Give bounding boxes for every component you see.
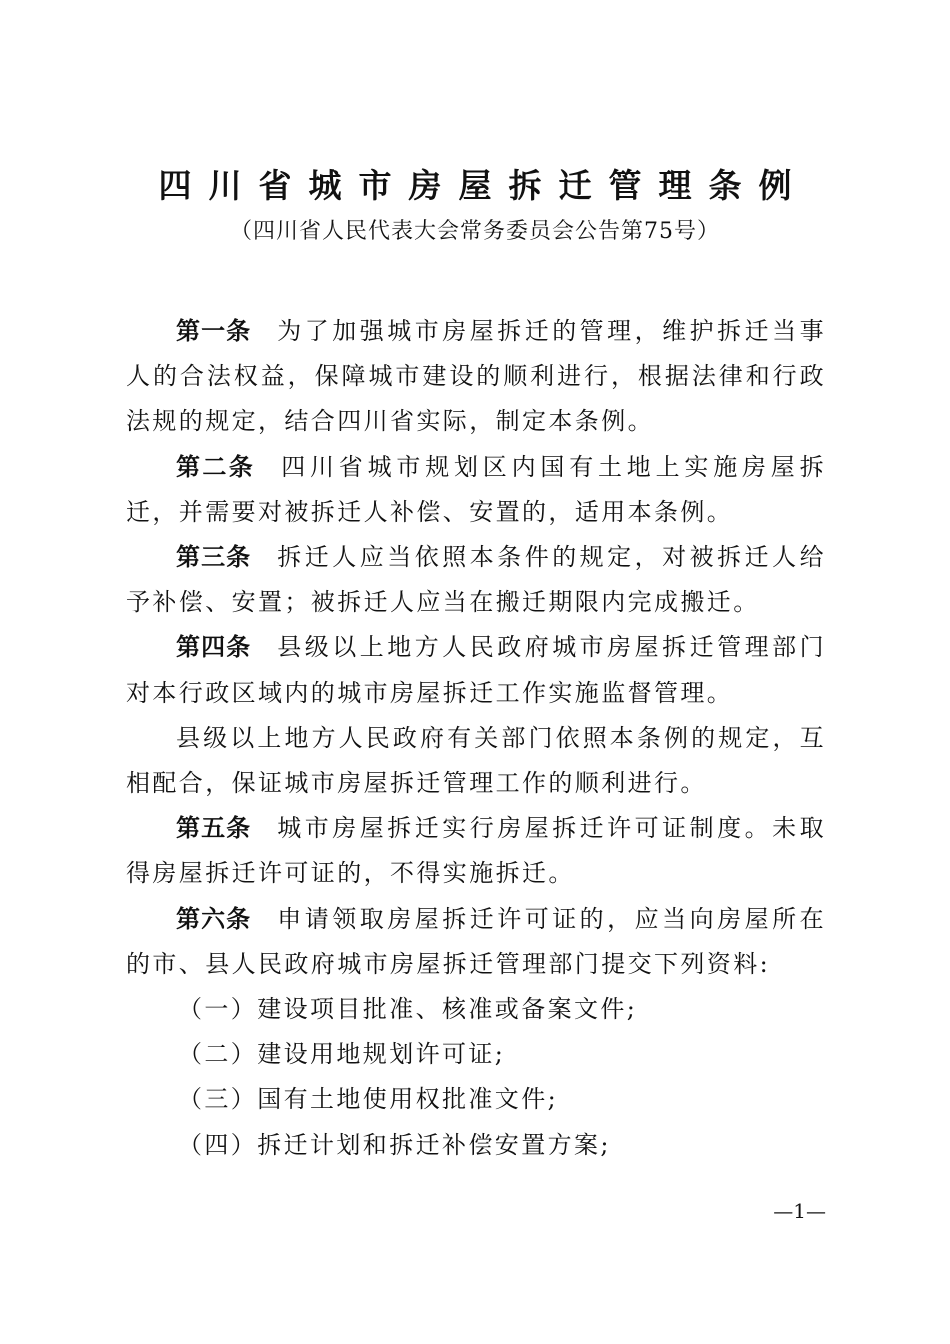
paragraph-text: 县级以上地方人民政府有关部门依照本条例的规定，互相配合，保证城市房屋拆迁管理工作的顺利进行。	[126, 723, 826, 798]
article-number: 第三条	[176, 543, 252, 572]
article-number: 第六条	[176, 904, 252, 933]
page-number: —1—	[773, 1199, 826, 1223]
document-title: 四川省城市房屋拆迁管理条例	[158, 166, 809, 205]
continuation-paragraph	[126, 716, 826, 806]
list-item: （三）国有土地使用权批准文件;	[178, 1085, 559, 1114]
document-subtitle: （四川省人民代表大会常务委员会公告第75号）	[230, 219, 720, 244]
article-paragraph	[126, 625, 826, 715]
article-paragraph	[126, 897, 826, 987]
article-text: 县级以上地方人民政府城市房屋拆迁管理部门对本行政区域内的城市房屋拆迁工作实施监督管理。	[126, 633, 827, 707]
article-paragraph	[126, 535, 826, 625]
article-paragraph	[126, 806, 826, 896]
list-item: （二）建设用地规划许可证;	[178, 1040, 506, 1069]
list-item: （四）拆迁计划和拆迁补偿安置方案;	[178, 1130, 611, 1159]
list-item: （一）建设项目批准、核准或备案文件;	[178, 995, 638, 1024]
article-text: 拆迁人应当依照本条件的规定，对被拆迁人给予补偿、安置；被拆迁人应当在搬迁期限内完成搬迁。	[126, 543, 827, 617]
article-number: 第五条	[176, 814, 252, 843]
article-text: 为了加强城市房屋拆迁的管理，维护拆迁当事人的合法权益，保障城市建设的顺利进行，根据法律和行政法规的规定，结合四川省实际，制定本条例。	[126, 317, 827, 436]
article-paragraph	[126, 309, 826, 445]
article-text: 四川省城市规划区内国有土地上实施房屋拆迁，并需要对被拆迁人补偿、安置的，适用本条例。	[126, 452, 826, 526]
article-text: 申请领取房屋拆迁许可证的，应当向房屋所在的市、县人民政府城市房屋拆迁管理部门提交下列资料:	[126, 904, 827, 978]
article-paragraph	[126, 445, 826, 535]
article-number: 第四条	[176, 633, 252, 662]
document-body	[126, 309, 826, 1168]
article-number: 第二条	[176, 452, 256, 481]
article-text: 城市房屋拆迁实行房屋拆迁许可证制度。未取得房屋拆迁许可证的，不得实施拆迁。	[126, 814, 827, 888]
article-number: 第一条	[176, 317, 252, 345]
